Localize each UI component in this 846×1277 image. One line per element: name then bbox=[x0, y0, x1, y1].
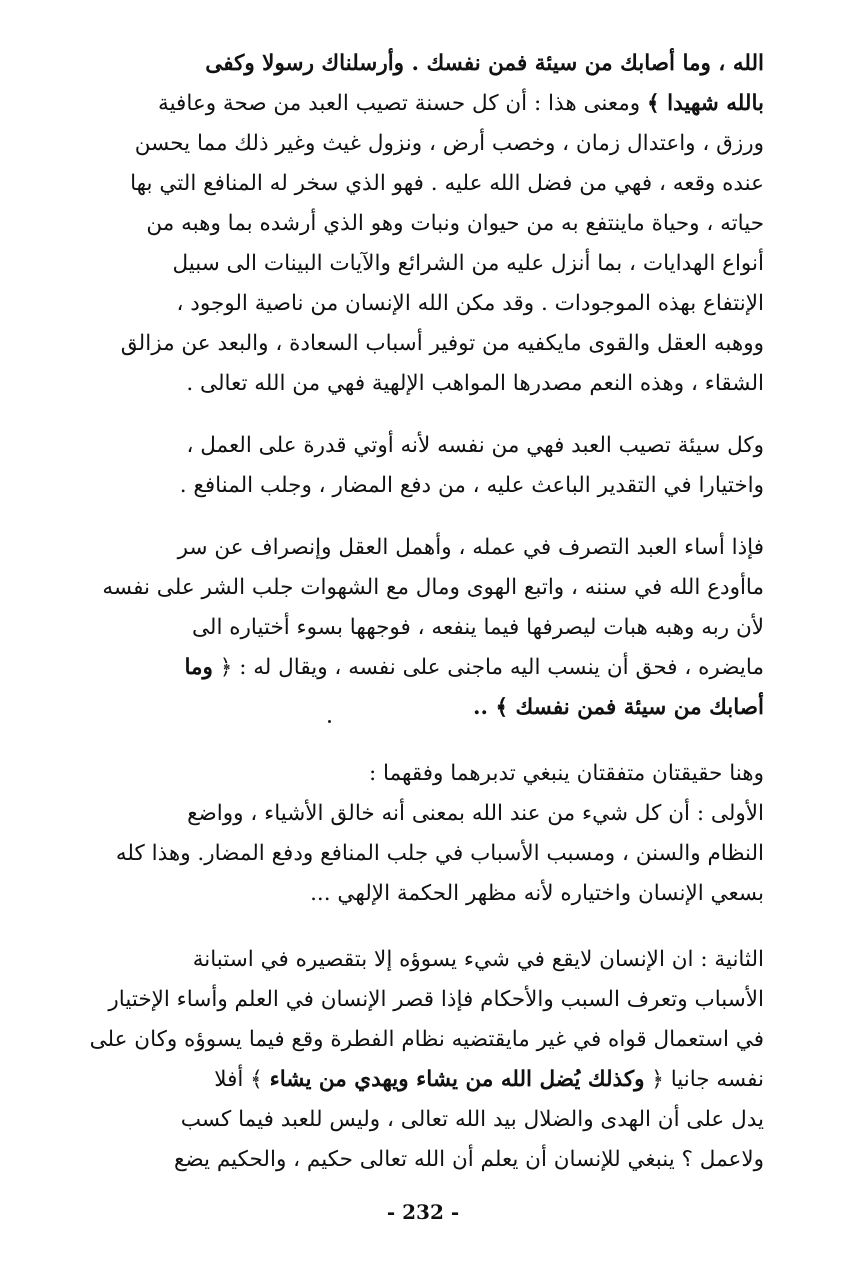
text-line bbox=[90, 688, 764, 728]
text-line bbox=[90, 364, 764, 404]
text-line bbox=[90, 1100, 764, 1140]
text-segment: ﴾ أفلا bbox=[214, 1067, 270, 1092]
text-line bbox=[90, 324, 764, 364]
paragraph bbox=[90, 528, 764, 728]
text-line bbox=[90, 426, 764, 466]
text-segment: حياته ، وحياة ماينتفع به من حيوان ونبات وهو الذي أرشده بما وهبه من bbox=[146, 211, 764, 236]
text-line bbox=[90, 874, 764, 914]
quran-quote: الله ، وما أصابك من سيئة فمن نفسك . وأرسلناك رسولا وكفى bbox=[205, 51, 764, 76]
text-line bbox=[90, 528, 764, 568]
text-segment: الإنتفاع بهذه الموجودات . وقد مكن الله الإنسان من ناصية الوجود ، bbox=[176, 291, 764, 316]
text-line bbox=[90, 834, 764, 874]
text-segment: فإذا أساء العبد التصرف في عمله ، وأهمل العقل وإنصراف عن سر bbox=[177, 535, 764, 560]
text-segment: ماأودع الله في سننه ، واتبع الهوى ومال مع الشهوات جلب الشر على نفسه bbox=[102, 575, 764, 600]
paragraph-gap bbox=[90, 404, 764, 426]
text-line bbox=[90, 284, 764, 324]
text-line bbox=[90, 1020, 764, 1060]
text-line bbox=[90, 84, 764, 124]
text-line bbox=[90, 1060, 764, 1100]
text-segment: عنده وقعه ، فهي من فضل الله عليه . فهو الذي سخر له المنافع التي بها bbox=[130, 171, 764, 196]
body-text bbox=[90, 44, 764, 1180]
text-segment: أنواع الهدايات ، بما أنزل عليه من الشرائع والآيات البينات الى سبيل bbox=[172, 251, 764, 276]
quran-quote: وكذلك يُضل الله من يشاء ويهدي من يشاء bbox=[269, 1067, 645, 1092]
paragraph-gap bbox=[90, 506, 764, 528]
paragraph bbox=[90, 426, 764, 506]
paragraph-gap bbox=[90, 914, 764, 940]
text-segment: لأن ربه وهبه هبات ليصرفها فيما ينفعه ، فوجهها بسوء أختياره الى bbox=[192, 615, 764, 640]
text-line bbox=[90, 204, 764, 244]
text-segment: نفسه جانيا ﴿ bbox=[644, 1067, 764, 1092]
text-line bbox=[90, 608, 764, 648]
text-segment: وهنا حقيقتان متفقتان ينبغي تدبرهما وفقهما : bbox=[368, 761, 764, 786]
text-segment: واختيارا في التقدير الباعث عليه ، من دفع المضار ، وجلب المنافع . bbox=[179, 473, 764, 498]
text-segment: الأولى : أن كل شيء من عند الله بمعنى أنه خالق الأشياء ، وواضع bbox=[187, 801, 764, 826]
text-segment: ووهبه العقل والقوى مايكفيه من توفير أسباب السعادة ، والبعد عن مزالق bbox=[120, 331, 764, 356]
text-line bbox=[90, 124, 764, 164]
text-segment: النظام والسنن ، ومسبب الأسباب في جلب المنافع ودفع المضار. وهذا كله bbox=[115, 841, 764, 866]
stray-dot bbox=[328, 720, 331, 723]
text-line bbox=[90, 794, 764, 834]
quran-quote: وما bbox=[184, 655, 213, 680]
quran-quote: بالله شهيدا ﴾ bbox=[647, 91, 764, 116]
text-line bbox=[90, 244, 764, 284]
text-segment: الشقاء ، وهذه النعم مصدرها المواهب الإلهية فهي من الله تعالى . bbox=[186, 371, 764, 396]
text-line bbox=[90, 648, 764, 688]
text-segment: الأسباب وتعرف السبب والأحكام فإذا قصر الإنسان في العلم وأساء الإختيار bbox=[108, 987, 764, 1012]
text-line bbox=[90, 44, 764, 84]
page-number: - 232 - bbox=[386, 1200, 460, 1224]
text-segment: في استعمال قواه في غير مايقتضيه نظام الفطرة وقع فيما يسوؤه وكان على bbox=[90, 1027, 764, 1052]
text-line bbox=[90, 1140, 764, 1180]
paragraph bbox=[90, 940, 764, 1180]
text-line bbox=[90, 940, 764, 980]
text-line bbox=[90, 466, 764, 506]
paragraph-gap bbox=[90, 728, 764, 754]
quran-quote: أصابك من سيئة فمن نفسك ﴾ .. bbox=[473, 695, 764, 720]
text-line bbox=[90, 754, 764, 794]
text-segment: مايضره ، فحق أن ينسب اليه ماجنى على نفسه ، ويقال له : ﴿ bbox=[212, 655, 764, 680]
paragraph bbox=[90, 754, 764, 914]
text-segment: الثانية : ان الإنسان لايقع في شيء يسوؤه إلا بتقصيره في استبانة bbox=[192, 947, 764, 972]
paragraph bbox=[90, 44, 764, 404]
text-line bbox=[90, 568, 764, 608]
text-segment: ولاعمل ؟ ينبغي للإنسان أن يعلم أن الله تعالى حكيم ، والحكيم يضع bbox=[173, 1147, 764, 1172]
text-segment: ورزق ، واعتدال زمان ، وخصب أرض ، ونزول غيث وغير ذلك مما يحسن bbox=[134, 131, 764, 156]
text-segment: وكل سيئة تصيب العبد فهي من نفسه لأنه أوتي قدرة على العمل ، bbox=[186, 433, 764, 458]
text-segment: يدل على أن الهدى والضلال بيد الله تعالى ، وليس للعبد فيما كسب bbox=[180, 1107, 764, 1132]
text-segment: بسعي الإنسان واختياره لأنه مظهر الحكمة الإلهي ... bbox=[310, 881, 764, 906]
text-segment: ومعنى هذا : أن كل حسنة تصيب العبد من صحة وعافية bbox=[158, 91, 648, 116]
text-line bbox=[90, 164, 764, 204]
text-line bbox=[90, 980, 764, 1020]
